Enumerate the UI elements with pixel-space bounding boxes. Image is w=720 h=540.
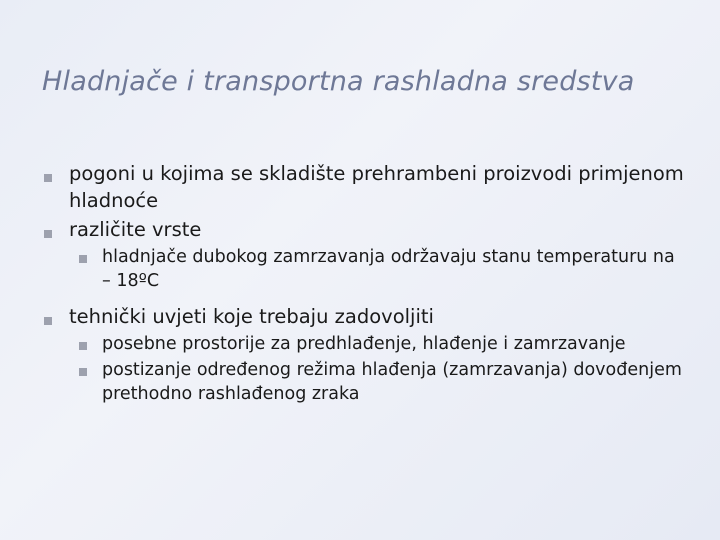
list-item [44,303,684,330]
sub-bullet-text: posebne prostorije za predhlađenje, hlađenje i zamrzavanje [102,334,626,354]
slide-title: Hladnjače i transportna rashladna sredstva [42,66,635,97]
square-bullet-icon [79,255,87,263]
bullet-text: tehnički uvjeti koje trebaju zadovoljiti [69,305,434,328]
list-item [44,216,684,243]
square-bullet-icon [44,230,52,238]
bullet-text: pogoni u kojima se skladište prehrambeni proizvodi primjenom hladnoće [69,162,684,212]
sub-bullet-text: postizanje određenog režima hlađenja (zamrzavanja) dovođenjem prethodno rashlađenog zraka [102,360,682,404]
sub-list-item [44,332,684,356]
square-bullet-icon [79,368,87,376]
list-item [44,160,684,214]
bullet-text: različite vrste [69,218,202,241]
sub-bullet-text: hladnjače dubokog zamrzavanja održavaju stanu temperaturu na – 18ºC [102,247,675,291]
sub-list-item [44,358,684,406]
square-bullet-icon [44,174,52,182]
square-bullet-icon [44,317,52,325]
bullet-list [44,160,684,408]
square-bullet-icon [79,342,87,350]
sub-list-item [44,245,684,293]
